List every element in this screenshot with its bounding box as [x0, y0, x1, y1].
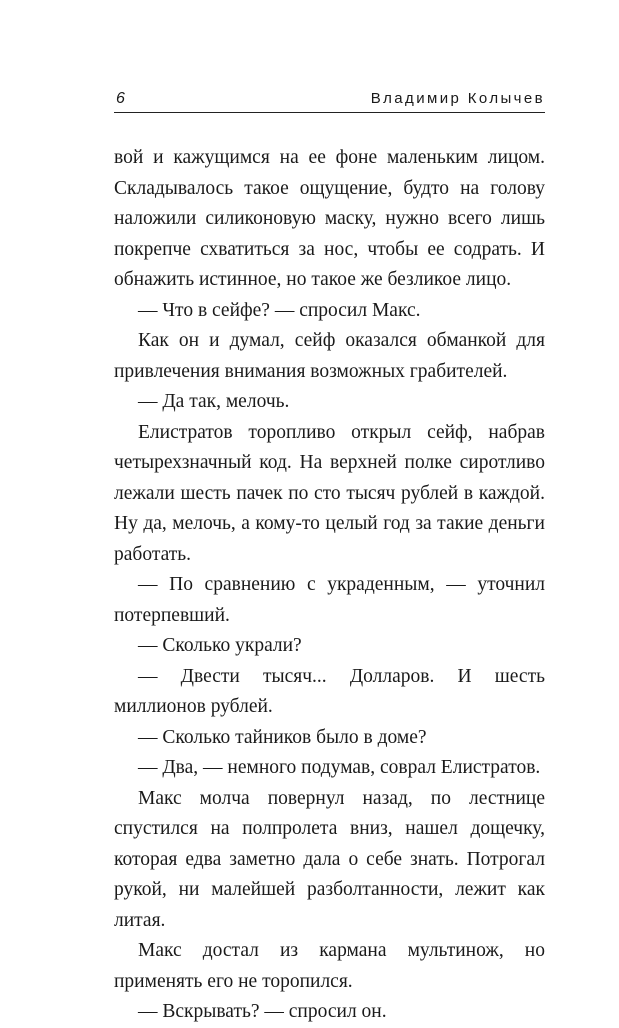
page-header [114, 86, 545, 113]
paragraph: Елистратов торопливо открыл сейф, набрав четырехзначный код. На верхней полке сиротливо лежали шесть пачек по сто тысяч рублей в каждой. Ну да, мелочь, а кому-то целый год за такие деньги работать. [114, 421, 545, 565]
paragraph: Макс молча повернул назад, по лестнице спустился на полпролета вниз, нашел дощечку, которая едва заметно дала о себе знать. Потрогал рукой, ни малейшей разболтанности, лежит как литая. [114, 787, 545, 931]
paragraph: — Вскрывать? — спросил он. [138, 1001, 387, 1022]
book-page [114, 86, 545, 1022]
running-head-author: Владимир Колычев [370, 90, 545, 107]
paragraph: — Два, — немного подумав, соврал Елистратов. [138, 757, 541, 778]
page-number: 6 [116, 90, 125, 107]
paragraph: Как он и думал, сейф оказался обманкой для привлечения внимания возможных грабителей. [114, 330, 545, 382]
paragraph: — Сколько тайников было в доме? [138, 726, 427, 748]
paragraph: — Сколько украли? [138, 635, 302, 656]
paragraph: — Да так, мелочь. [138, 391, 290, 412]
page-body [114, 143, 545, 1028]
paragraph: — По сравнению с украденным, — уточнил потерпевший. [114, 574, 545, 626]
paragraph: вой и кажущимся на ее фоне маленьким лицом. Складывалось такое ощущение, будто на голову наложили силиконовую маску, нужно всего лишь покрепче схватиться за нос, чтобы ее содрать. И обнажить истинное, но такое же безликое лицо. [114, 147, 545, 290]
paragraph: — Что в сейфе? — спросил Макс. [138, 299, 421, 321]
paragraph: — Двести тысяч... Долларов. И шесть миллионов рублей. [114, 665, 545, 717]
paragraph: Макс достал из кармана мультинож, но применять его не торопился. [114, 940, 545, 992]
